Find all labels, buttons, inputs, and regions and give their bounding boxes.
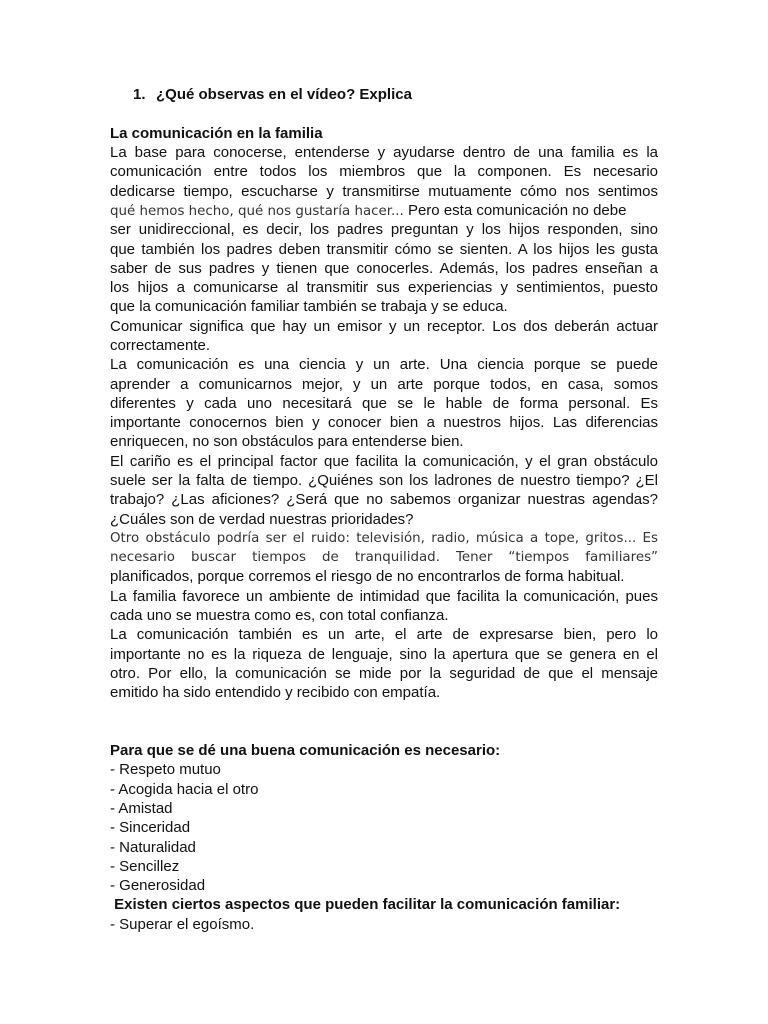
paragraph-line-rest: Pero esta comunicación no debe [403, 202, 627, 219]
paragraph-line-aside: qué hemos hecho, qué nos gustaría hacer... [110, 204, 404, 219]
paragraph-line: cada uno se muestra como es, con total confianza. [110, 607, 449, 624]
paragraph-line: La familia favorece un ambiente de intimidad que facilita la comunicación, pues [110, 588, 658, 605]
list-item: - Naturalidad [110, 839, 196, 856]
list-item: - Sencillez [110, 858, 180, 875]
list-item: - Acogida hacia el otro [110, 781, 259, 798]
paragraph-line: saber de sus padres y tienen que conocerles. Además, los padres enseñan a [110, 260, 658, 277]
section-heading-family-communication: La comunicación en la familia [110, 125, 323, 142]
section-heading-requirements: Para que se dé una buena comunicación es necesario: [110, 742, 501, 759]
list-item: - Generosidad [110, 877, 206, 894]
paragraph-line: que la comunicación familiar también se trabaja y se educa. [110, 298, 508, 315]
paragraph-line: La comunicación también es un arte, el arte de expresarse bien, pero lo [110, 626, 658, 643]
paragraph-line: ser unidireccional, es decir, los padres preguntan y los hijos responden, sino [110, 221, 658, 238]
paragraph-line: Comunicar significa que hay un emisor y un receptor. Los dos deberán actuar [110, 318, 658, 335]
paragraph-line: diferentes y cada uno necesitará que se le hable de forma personal. Es [110, 395, 658, 412]
paragraph-line: suele ser la falta de tiempo. ¿Quiénes son los ladrones de nuestro tiempo? ¿El [110, 472, 658, 489]
section-heading-aspects: Existen ciertos aspectos que pueden facilitar la comunicación familiar: [110, 896, 621, 913]
paragraph-line: correctamente. [110, 337, 211, 354]
question-title: ¿Qué observas en el vídeo? Explica [156, 86, 412, 103]
paragraph-line: La comunicación es una ciencia y un arte. Una ciencia porque se puede [110, 356, 658, 373]
list-item: - Amistad [110, 800, 173, 817]
list-item: - Sinceridad [110, 819, 191, 836]
paragraph-line: que también los padres deben transmitir cómo se sienten. A los hijos les gusta [110, 241, 658, 258]
paragraph-line: enriquecen, no son obstáculos para entenderse bien. [110, 433, 464, 450]
paragraph-line: aprender a comunicarnos mejor, y un arte porque todos, en casa, somos [110, 376, 658, 393]
paragraph-line: otro. Por ello, la comunicación se mide por la seguridad de que el mensaje [110, 665, 658, 682]
paragraph-line: ¿Cuáles son de verdad nuestras prioridades? [110, 511, 414, 528]
question-number: 1. [133, 86, 146, 103]
paragraph-line: emitido ha sido entendido y recibido con empatía. [110, 684, 441, 701]
paragraph-line: Otro obstáculo podría ser el ruido: televisión, radio, música a tope, gritos... Es [110, 531, 658, 546]
paragraph-line: importante no es la riqueza de lenguaje, sino la apertura que se genera en el [110, 646, 658, 663]
paragraph-line: dedicarse tiempo, escucharse y transmitirse mutuamente cómo nos sentimos [110, 183, 658, 200]
paragraph-line: El cariño es el principal factor que facilita la comunicación, y el gran obstáculo [110, 453, 658, 470]
paragraph-line [110, 201, 626, 221]
list-item: - Respeto mutuo [110, 761, 221, 778]
paragraph-line: La base para conocerse, entenderse y ayudarse dentro de una familia es la [110, 144, 658, 161]
paragraph-line: los hijos a comunicarse al transmitir sus experiencias y sentimientos, puesto [110, 279, 658, 296]
paragraph-line: necesario buscar tiempos de tranquilidad. Tener “tiempos familiares” [110, 550, 658, 565]
paragraph-line: planificados, porque corremos el riesgo de no encontrarlos de forma habitual. [110, 568, 625, 585]
list-item: - Superar el egoísmo. [110, 916, 255, 933]
paragraph-line: comunicación entre todos los miembros que la componen. Es necesario [110, 163, 658, 180]
paragraph-line: importante conocernos bien y conocer bien a nuestros hijos. Las diferencias [110, 414, 658, 431]
paragraph-line: trabajo? ¿Las aficiones? ¿Será que no sabemos organizar nuestras agendas? [110, 491, 658, 508]
